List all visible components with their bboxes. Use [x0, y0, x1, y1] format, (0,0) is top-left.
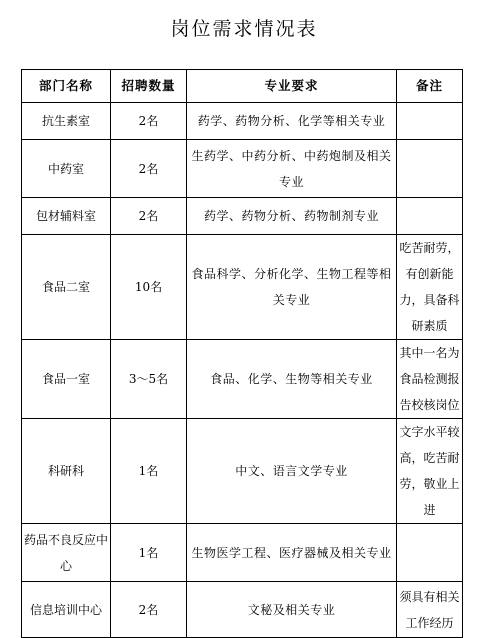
cell-dept: 抗生素室 [22, 103, 111, 140]
cell-requirement: 食品、化学、生物等相关专业 [187, 340, 397, 419]
cell-dept: 信息培训中心 [22, 582, 111, 638]
cell-count: 10名 [111, 235, 187, 340]
cell-note: 须具有相关工作经历 [397, 582, 463, 638]
cell-dept: 药品不良反应中心 [22, 524, 111, 582]
header-dept: 部门名称 [22, 70, 111, 103]
requirements-table [21, 69, 463, 638]
cell-dept: 食品二室 [22, 235, 111, 340]
table-header-row [22, 70, 463, 103]
cell-count: 2名 [111, 103, 187, 140]
header-note: 备注 [397, 70, 463, 103]
table-row [22, 582, 463, 638]
cell-dept: 包材辅料室 [22, 198, 111, 235]
cell-requirement: 文秘及相关专业 [187, 582, 397, 638]
header-requirement: 专业要求 [187, 70, 397, 103]
cell-note [397, 524, 463, 582]
cell-note: 其中一名为食品检测报告校核岗位 [397, 340, 463, 419]
cell-count: 1名 [111, 419, 187, 524]
cell-requirement: 中文、语言文学专业 [187, 419, 397, 524]
cell-count: 2名 [111, 140, 187, 198]
cell-note [397, 140, 463, 198]
cell-count: 2名 [111, 582, 187, 638]
cell-count: 3～5名 [111, 340, 187, 419]
table-row [22, 235, 463, 340]
cell-dept: 科研科 [22, 419, 111, 524]
cell-count: 1名 [111, 524, 187, 582]
header-count: 招聘数量 [111, 70, 187, 103]
cell-note: 吃苦耐劳，有创新能力，具备科研素质 [397, 235, 463, 340]
cell-dept: 中药室 [22, 140, 111, 198]
table-row [22, 340, 463, 419]
table-row [22, 198, 463, 235]
cell-requirement: 生药学、中药分析、中药炮制及相关专业 [187, 140, 397, 198]
cell-note [397, 103, 463, 140]
cell-note: 文字水平较高，吃苦耐劳，敬业上进 [397, 419, 463, 524]
page-title: 岗位需求情况表 [170, 18, 318, 40]
table-row [22, 140, 463, 198]
table-row [22, 103, 463, 140]
cell-requirement: 药学、药物分析、药物制剂专业 [187, 198, 397, 235]
cell-count: 2名 [111, 198, 187, 235]
cell-requirement: 食品科学、分析化学、生物工程等相关专业 [187, 235, 397, 340]
cell-requirement: 生物医学工程、医疗器械及相关专业 [187, 524, 397, 582]
table-row [22, 524, 463, 582]
table-row [22, 419, 463, 524]
cell-dept: 食品一室 [22, 340, 111, 419]
cell-requirement: 药学、药物分析、化学等相关专业 [187, 103, 397, 140]
cell-note [397, 198, 463, 235]
